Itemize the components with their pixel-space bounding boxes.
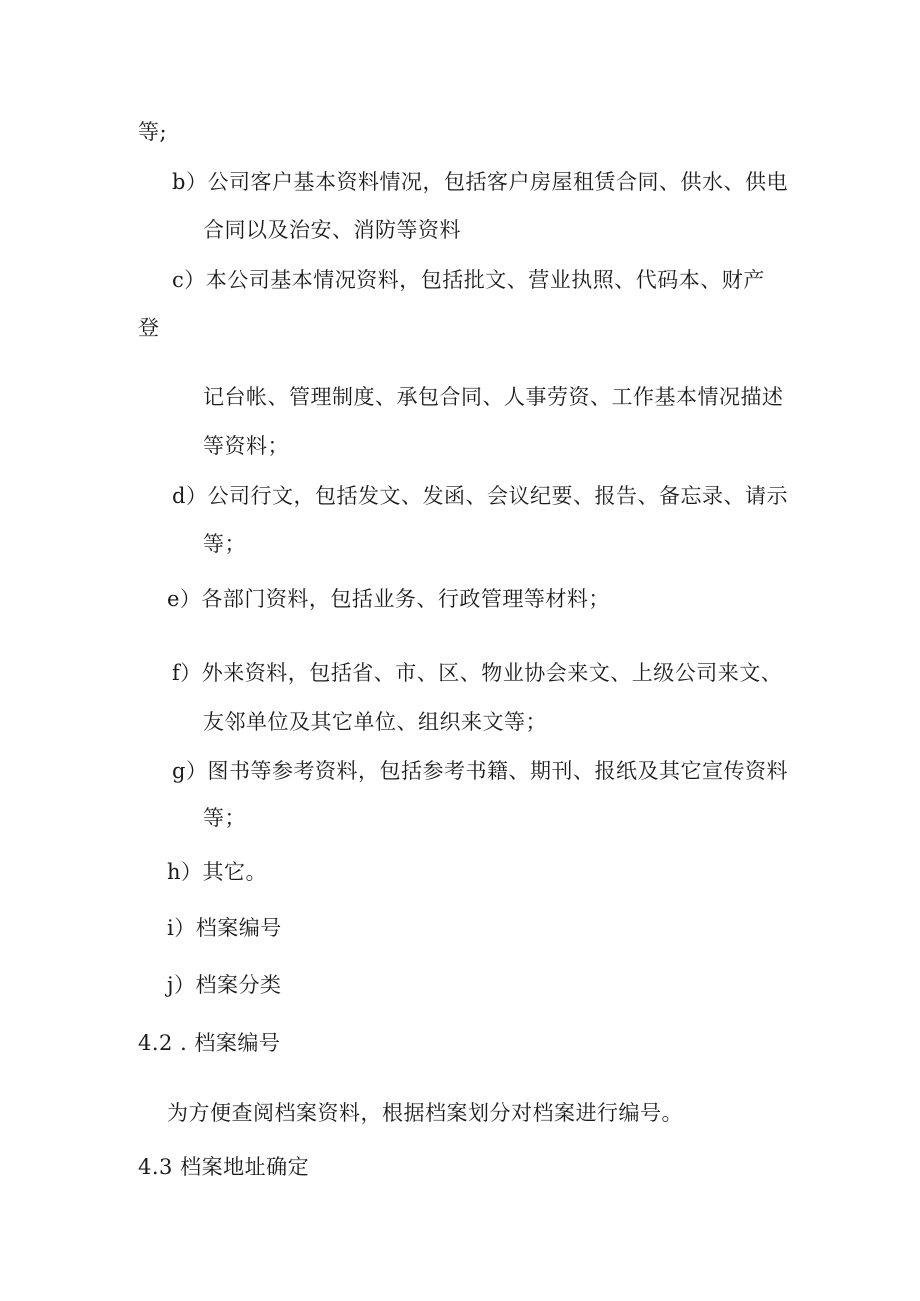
list-item-c-continuation-2: 等资料； — [203, 434, 289, 458]
list-item-g: g）图书等参考资料，包括参考书籍、期刊、报纸及其它宣传资料 — [172, 759, 788, 783]
list-item-g-continuation: 等； — [203, 806, 246, 830]
section-heading-4-3: 4.3 档案地址确定 — [138, 1155, 310, 1179]
list-item-d: d）公司行文，包括发文、发函、会议纪要、报告、备忘录、请示 — [172, 484, 788, 508]
list-item-b-continuation: 合同以及治安、消防等资料 — [203, 218, 461, 242]
section-heading-4-2: 4.2 . 档案编号 — [138, 1031, 281, 1055]
list-item-b: b）公司客户基本资料情况，包括客户房屋租赁合同、供水、供电 — [172, 170, 788, 194]
list-item-f: f）外来资料，包括省、市、区、物业协会来文、上级公司来文、 — [172, 661, 783, 685]
list-item-e: e）各部门资料，包括业务、行政管理等材料； — [167, 587, 610, 611]
list-item-c: c）本公司基本情况资料，包括批文、营业执照、代码本、财产 — [172, 268, 765, 292]
list-item-c-continuation: 记台帐、管理制度、承包合同、人事劳资、工作基本情况描述 — [203, 385, 784, 409]
list-item-i: i）档案编号 — [167, 916, 282, 940]
section-4-2-paragraph: 为方便查阅档案资料，根据档案划分对档案进行编号。 — [167, 1101, 683, 1125]
list-continuation-a: 等; — [138, 120, 168, 144]
list-item-j: j）档案分类 — [167, 973, 282, 997]
list-item-d-continuation: 等； — [203, 532, 246, 556]
list-item-c-wrap: 登 — [138, 316, 160, 340]
list-item-f-continuation: 友邻单位及其它单位、组织来文等； — [203, 710, 547, 734]
list-item-h: h）其它。 — [167, 860, 268, 884]
